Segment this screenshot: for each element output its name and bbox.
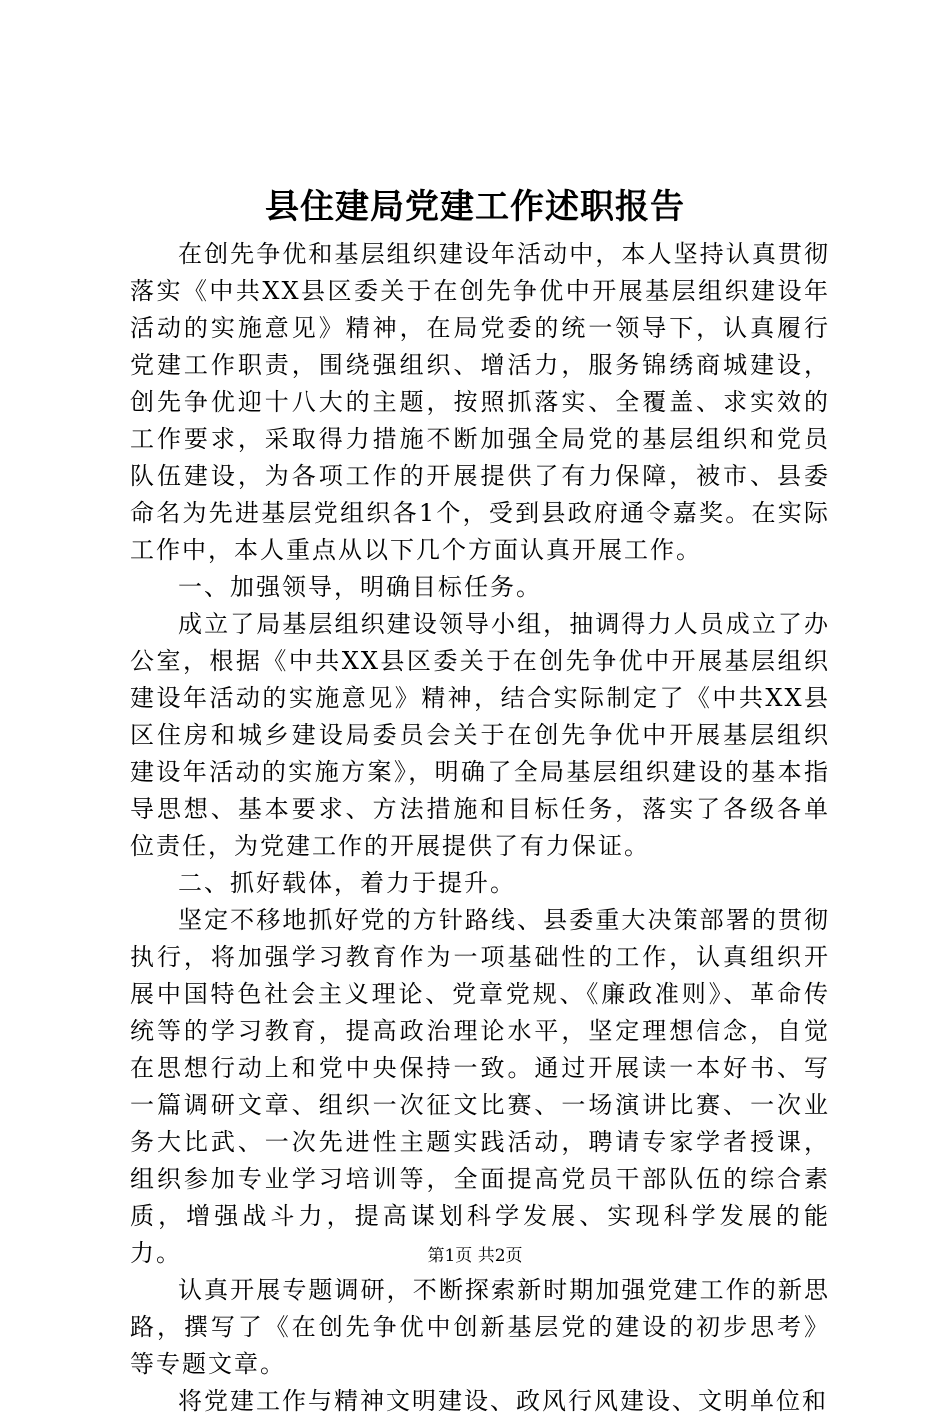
page-total: 共2页 [477,1246,523,1266]
document-title: 县住建局党建工作述职报告 [265,187,685,227]
paragraph-continued: 将党建工作与精神文明建设、政风行风建设、文明单位和 [178,1387,828,1415]
section-heading-1: 一、加强领导，明确目标任务。 [178,573,542,601]
paragraph-section-2: 坚定不移地抓好党的方针路线、县委重大决策部署的贯彻执行，将加强学习教育作为一项基础性的工作，认真组织开展中国特色社会主义理论、党章党规、《廉政准则》、革命传统等的学习教育，提高政治理论水平，坚定理想信念，自觉在思想行动上和党中央保持一致。通过开展读一本好书、写一篇调研文章、组织一次征文比赛、一场演讲比赛、一次业务大比武、一次先进性主题实践活动，聘请专家学者授课，组织参加专业学习培训等，全面提高党员干部队伍的综合素质，增强战斗力，提高谋划科学发展、实现科学发展的能力。 [130,906,830,1267]
section-heading-2: 二、抓好载体，着力于提升。 [178,869,516,897]
page-footer [0,1244,950,1268]
paragraph-section-1: 成立了局基层组织建设领导小组，抽调得力人员成立了办公室，根据《中共XX县区委关于在创先争优中开展基层组织建设年活动的实施意见》精神，结合实际制定了《中共XX县区住房和城乡建设局委员会关于在创先争优中开展基层组织建设年活动的实施方案》，明确了全局基层组织建设的基本指导思想、基本要求、方法措施和目标任务，落实了各级各单位责任，为党建工作的开展提供了有力保证。 [130,610,830,860]
document-body [130,236,830,1420]
paragraph-research: 认真开展专题调研，不断探索新时期加强党建工作的新思路，撰写了《在创先争优中创新基层党的建设的初步思考》等专题文章。 [130,1276,830,1378]
paragraph-intro: 在创先争优和基层组织建设年活动中，本人坚持认真贯彻落实《中共XX县区委关于在创先争优中开展基层组织建设年活动的实施意见》精神，在局党委的统一领导下，认真履行党建工作职责，围绕强组织、增活力，服务锦绣商城建设，创先争优迎十八大的主题，按照抓落实、全覆盖、求实效的工作要求，采取得力措施不断加强全局党的基层组织和党员队伍建设，为各项工作的开展提供了有力保障，被市、县委命名为先进基层党组织各1个，受到县政府通令嘉奖。在实际工作中，本人重点从以下几个方面认真开展工作。 [130,240,830,564]
page-number: 第1页 [427,1246,473,1266]
